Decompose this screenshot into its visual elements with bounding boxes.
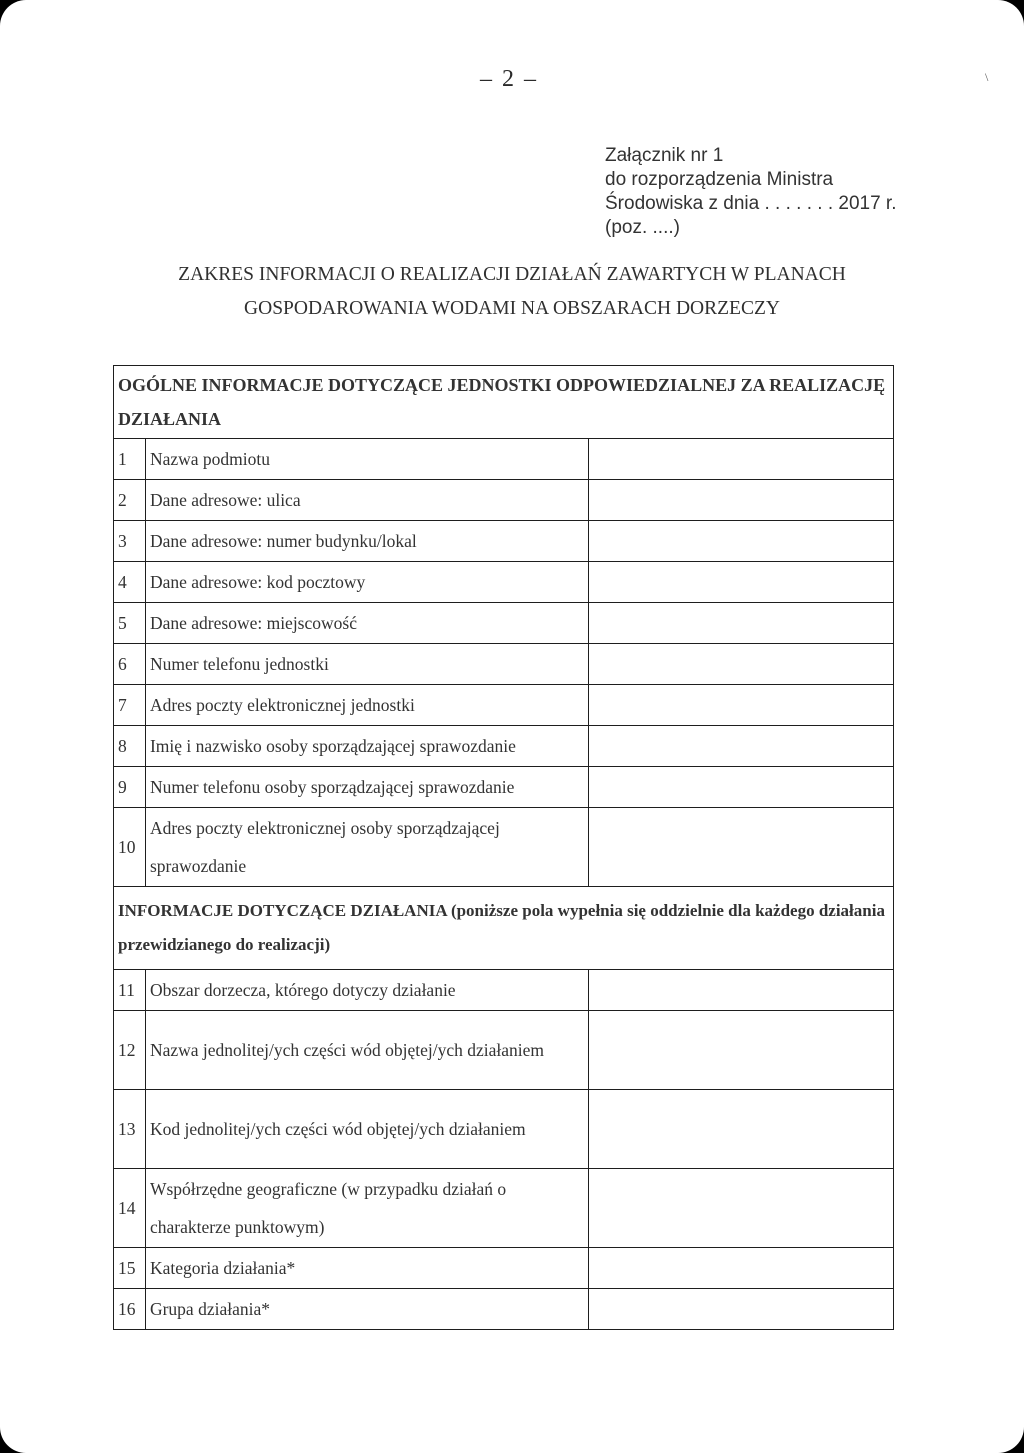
- row-label: Kategoria działania*: [145, 1248, 588, 1289]
- table-row: [114, 480, 894, 521]
- document-title: [100, 258, 924, 326]
- row-number: 6: [114, 644, 146, 685]
- row-number: 2: [114, 480, 146, 521]
- table-row: [114, 644, 894, 685]
- row-label: Dane adresowe: numer budynku/lokal: [145, 521, 588, 562]
- row-number: 4: [114, 562, 146, 603]
- table-row: [114, 808, 894, 887]
- entry-field[interactable]: [589, 439, 894, 480]
- row-label: Imię i nazwisko osoby sporządzającej sprawozdanie: [145, 726, 588, 767]
- row-number: 11: [114, 970, 146, 1011]
- row-number: 12: [114, 1011, 146, 1090]
- annex-header: [605, 144, 896, 240]
- row-label: Adres poczty elektronicznej osoby sporządzającej sprawozdanie: [145, 808, 588, 887]
- entry-field[interactable]: [589, 1169, 894, 1248]
- table-row: [114, 1169, 894, 1248]
- row-number: 15: [114, 1248, 146, 1289]
- table-row: [114, 521, 894, 562]
- row-number: 8: [114, 726, 146, 767]
- table-row: [114, 767, 894, 808]
- entry-field[interactable]: [589, 1090, 894, 1169]
- table-row: [114, 970, 894, 1011]
- entry-field[interactable]: [589, 480, 894, 521]
- entry-field[interactable]: [589, 562, 894, 603]
- row-label: Dane adresowe: kod pocztowy: [145, 562, 588, 603]
- title-line-2: GOSPODAROWANIA WODAMI NA OBSZARACH DORZECZY: [244, 298, 780, 319]
- annex-line: Środowiska z dnia . . . . . . . 2017 r.: [605, 193, 897, 214]
- entry-field[interactable]: [589, 685, 894, 726]
- row-label: Obszar dorzecza, którego dotyczy działanie: [145, 970, 588, 1011]
- row-label: Kod jednolitej/ych części wód objętej/ych działaniem: [145, 1090, 588, 1169]
- row-number: 3: [114, 521, 146, 562]
- row-number: 10: [114, 808, 146, 887]
- annex-line: (poz. ....): [605, 217, 680, 238]
- section-header-unit: OGÓLNE INFORMACJE DOTYCZĄCE JEDNOSTKI ODPOWIEDZIALNEJ ZA REALIZACJĘ DZIAŁANIA: [114, 366, 894, 439]
- section-header-action: INFORMACJE DOTYCZĄCE DZIAŁANIA (poniższe pola wypełnia się oddzielnie dla każdego działania przewidzianego do realizacji): [114, 887, 894, 970]
- entry-field[interactable]: [589, 1011, 894, 1090]
- row-label: Numer telefonu osoby sporządzającej sprawozdanie: [145, 767, 588, 808]
- row-label: Grupa działania*: [145, 1289, 588, 1330]
- row-label: Adres poczty elektronicznej jednostki: [145, 685, 588, 726]
- table-row: [114, 1248, 894, 1289]
- entry-field[interactable]: [589, 644, 894, 685]
- entry-field[interactable]: [589, 1289, 894, 1330]
- row-label: Współrzędne geograficzne (w przypadku działań o charakterze punktowym): [145, 1169, 588, 1248]
- row-label: Dane adresowe: miejscowość: [145, 603, 588, 644]
- entry-field[interactable]: [589, 970, 894, 1011]
- row-number: 7: [114, 685, 146, 726]
- form-table: [113, 365, 894, 1330]
- table-row: [114, 439, 894, 480]
- table-row: [114, 1289, 894, 1330]
- scan-mark: \: [985, 70, 989, 84]
- row-label: Dane adresowe: ulica: [145, 480, 588, 521]
- row-number: 13: [114, 1090, 146, 1169]
- table-row: [114, 1090, 894, 1169]
- row-number: 5: [114, 603, 146, 644]
- entry-field[interactable]: [589, 603, 894, 644]
- entry-field[interactable]: [589, 726, 894, 767]
- annex-line: do rozporządzenia Ministra: [605, 169, 834, 190]
- title-line-1: ZAKRES INFORMACJI O REALIZACJI DZIAŁAŃ ZAWARTYCH W PLANACH: [178, 264, 846, 285]
- table-row: [114, 562, 894, 603]
- row-number: 16: [114, 1289, 146, 1330]
- row-label: Nazwa podmiotu: [145, 439, 588, 480]
- entry-field[interactable]: [589, 1248, 894, 1289]
- entry-field[interactable]: [589, 767, 894, 808]
- row-number: 9: [114, 767, 146, 808]
- row-number: 1: [114, 439, 146, 480]
- entry-field[interactable]: [589, 808, 894, 887]
- annex-line: Załącznik nr 1: [605, 145, 724, 166]
- row-label: Numer telefonu jednostki: [145, 644, 588, 685]
- table-row: [114, 726, 894, 767]
- row-label: Nazwa jednolitej/ych części wód objętej/ych działaniem: [145, 1011, 588, 1090]
- page-number: – 2 –: [480, 66, 538, 92]
- table-row: [114, 603, 894, 644]
- entry-field[interactable]: [589, 521, 894, 562]
- table-row: [114, 685, 894, 726]
- table-row: [114, 1011, 894, 1090]
- row-number: 14: [114, 1169, 146, 1248]
